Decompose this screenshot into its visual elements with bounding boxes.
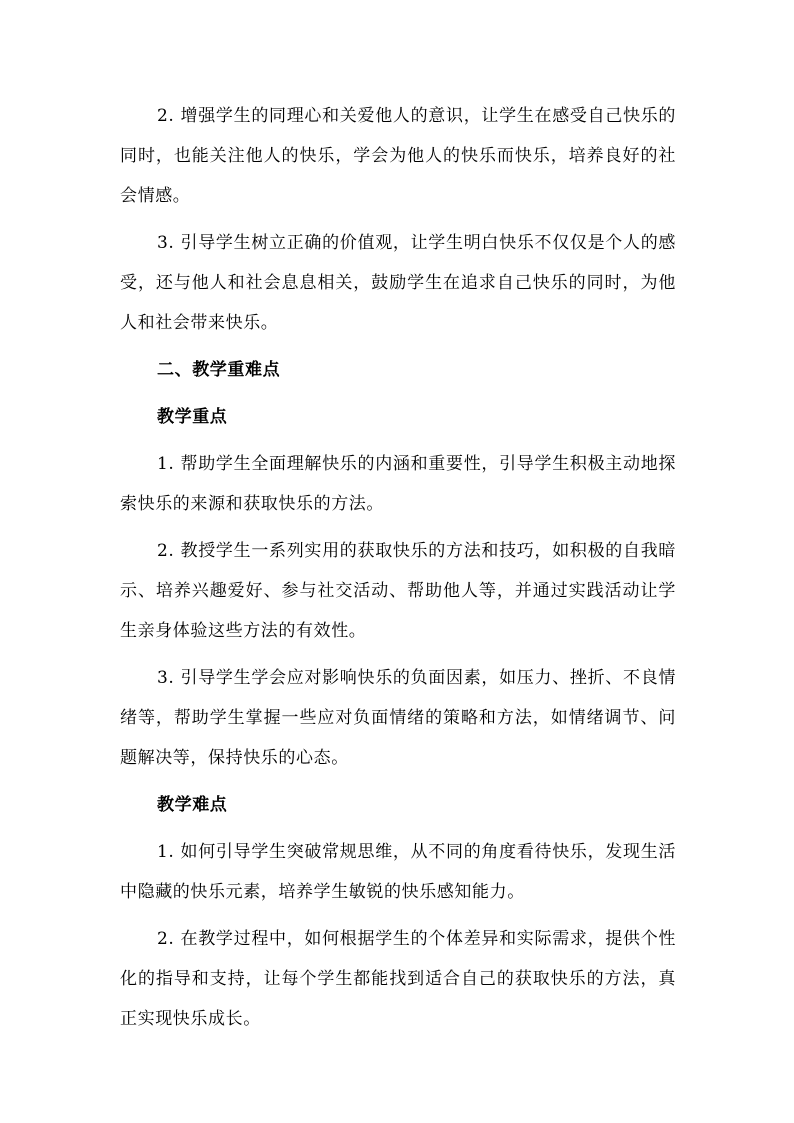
section-heading-key-difficult-points: 二、教学重难点 — [157, 360, 281, 380]
document-body — [120, 96, 676, 1046]
key-point-1-paragraph: 1. 帮助学生全面理解快乐的内涵和重要性，引导学生积极主动地探索快乐的来源和获取快乐的方法。 — [120, 454, 676, 514]
subheading-difficult-points: 教学难点 — [157, 795, 228, 815]
difficult-point-2-paragraph: 2. 在教学过程中，如何根据学生的个体差异和实际需求，提供个性化的指导和支持，让每个学生都能找到适合自己的获取快乐的方法，真正实现快乐成长。 — [120, 929, 676, 1029]
objective-3-paragraph: 3. 引导学生树立正确的价值观，让学生明白快乐不仅仅是个人的感受，还与他人和社会息息相关，鼓励学生在追求自己快乐的同时，为他人和社会带来快乐。 — [120, 233, 676, 333]
key-point-2-paragraph: 2. 教授学生一系列实用的获取快乐的方法和技巧，如积极的自我暗示、培养兴趣爱好、参与社交活动、帮助他人等，并通过实践活动让学生亲身体验这些方法的有效性。 — [120, 541, 676, 641]
difficult-point-1-paragraph: 1. 如何引导学生突破常规思维，从不同的角度看待快乐，发现生活中隐藏的快乐元素，培养学生敏锐的快乐感知能力。 — [120, 842, 676, 902]
objective-2-paragraph: 2. 增强学生的同理心和关爱他人的意识，让学生在感受自己快乐的同时，也能关注他人的快乐，学会为他人的快乐而快乐，培养良好的社会情感。 — [120, 106, 676, 206]
subheading-key-points: 教学重点 — [157, 407, 228, 427]
key-point-3-paragraph: 3. 引导学生学会应对影响快乐的负面因素，如压力、挫折、不良情绪等，帮助学生掌握一些应对负面情绪的策略和方法，如情绪调节、问题解决等，保持快乐的心态。 — [120, 668, 676, 768]
